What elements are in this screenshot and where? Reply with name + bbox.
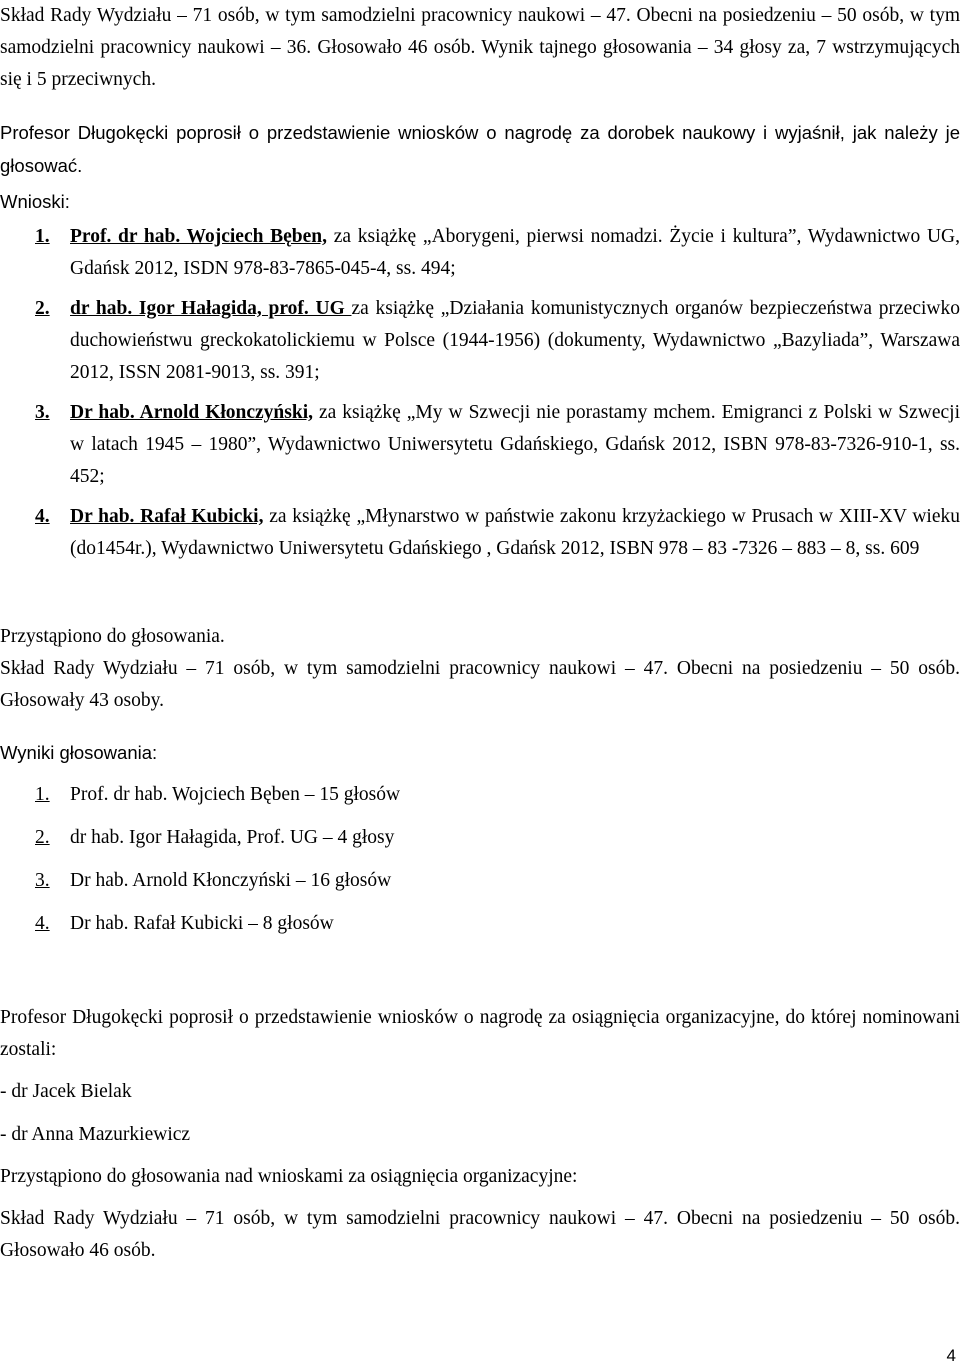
wniosek-item	[0, 501, 960, 565]
wniosek-name: dr hab. Igor Hałagida, prof. UG	[70, 298, 352, 319]
wniosek-description: za książkę „My w Szwecji nie porastamy mchem. Emigranci z Polski w Szwecji w latach 1945 – 1980”, Wydawnictwo Uniwersytetu Gdańskiego, Gdańsk 2012, ISBN 978-83-7326-910-1, ss. 452;	[70, 402, 960, 487]
result-item	[0, 908, 960, 940]
org-request-paragraph: Profesor Długokęcki poprosił o przedstawienie wniosków o nagrodę za osiągnięcia organizacyjne, do której nominowani zostali:	[0, 1007, 960, 1060]
result-number: 2.	[35, 827, 50, 848]
result-text: Dr hab. Rafał Kubicki – 8 głosów	[70, 913, 334, 934]
wniosek-name: Prof. dr hab. Wojciech Bęben,	[70, 226, 328, 247]
wniosek-name: Dr hab. Rafał Kubicki,	[70, 506, 264, 527]
wniosek-description: za książkę „Aborygeni, pierwsi nomadzi. Życie i kultura”, Wydawnictwo UG, Gdańsk 2012, ISDN 978-83-7865-045-4, ss. 494;	[70, 226, 960, 279]
wniosek-item	[0, 293, 960, 389]
awards-request-paragraph: Profesor Długokęcki poprosił o przedstawienie wniosków o nagrodę za dorobek naukowy i wyjaśnił, jak należy je głosować.	[0, 122, 960, 176]
wniosek-description: za książkę „Działania komunistycznych organów bezpieczeństwa przeciwko duchowieństwu greckokatolickiemu w Polsce (1944-1956) (dokumenty, Wydawnictwo „Bazyliada”, Warszawa 2012, ISSN 2081-9013, ss. 391;	[70, 298, 960, 383]
result-number: 1.	[35, 784, 50, 805]
result-number: 3.	[35, 870, 50, 891]
council-after-vote-paragraph: Skład Rady Wydziału – 71 osób, w tym samodzielni pracownicy naukowi – 47. Obecni na posiedzeniu – 50 osób. Głosowały 43 osoby.	[0, 658, 960, 711]
wnioski-list	[0, 221, 960, 565]
final-council-paragraph: Skład Rady Wydziału – 71 osób, w tym samodzielni pracownicy naukowi – 47. Obecni na posiedzeniu – 50 osób. Głosowało 46 osób.	[0, 1208, 960, 1261]
vote-started-line: Przystąpiono do głosowania.	[0, 626, 225, 647]
wniosek-number: 1.	[35, 226, 50, 247]
wniosek-number: 4.	[35, 506, 50, 527]
nominee-item: - dr Jacek Bielak	[0, 1081, 132, 1102]
wniosek-name: Dr hab. Arnold Kłonczyński,	[70, 402, 314, 423]
wniosek-item	[0, 397, 960, 493]
result-text: dr hab. Igor Hałagida, Prof. UG – 4 głosy	[70, 827, 395, 848]
page-number: 4	[946, 1346, 956, 1365]
result-number: 4.	[35, 913, 50, 934]
org-vote-started-line: Przystąpiono do głosowania nad wnioskami za osiągnięcia organizacyjne:	[0, 1166, 578, 1187]
results-list	[0, 779, 960, 940]
result-item	[0, 779, 960, 811]
result-item	[0, 865, 960, 897]
result-item	[0, 822, 960, 854]
wniosek-number: 2.	[35, 298, 50, 319]
wnioski-label: Wnioski:	[0, 191, 70, 212]
nominee-item: - dr Anna Mazurkiewicz	[0, 1124, 191, 1145]
wniosek-description: za książkę „Młynarstwo w państwie zakonu krzyżackiego w Prusach w XIII-XV wieku (do1454r.), Wydawnictwo Uniwersytetu Gdańskiego , Gdańsk 2012, ISBN 978 – 83 -7326 – 883 – 8, ss. 609	[70, 506, 960, 559]
result-text: Prof. dr hab. Wojciech Bęben – 15 głosów	[70, 784, 401, 805]
wniosek-item	[0, 221, 960, 285]
results-label: Wyniki głosowania:	[0, 742, 158, 763]
nominees-list	[0, 1076, 960, 1151]
wniosek-number: 3.	[35, 402, 50, 423]
result-text: Dr hab. Arnold Kłonczyński – 16 głosów	[70, 870, 392, 891]
intro-result-paragraph: Skład Rady Wydziału – 71 osób, w tym samodzielni pracownicy naukowi – 47. Obecni na posiedzeniu – 50 osób, w tym samodzielni pracownicy naukowi – 36. Głosowało 46 osób. Wynik tajnego głosowania – 34 głosy za, 7 wstrzymujących się i 5 przeciwnych.	[0, 5, 960, 90]
